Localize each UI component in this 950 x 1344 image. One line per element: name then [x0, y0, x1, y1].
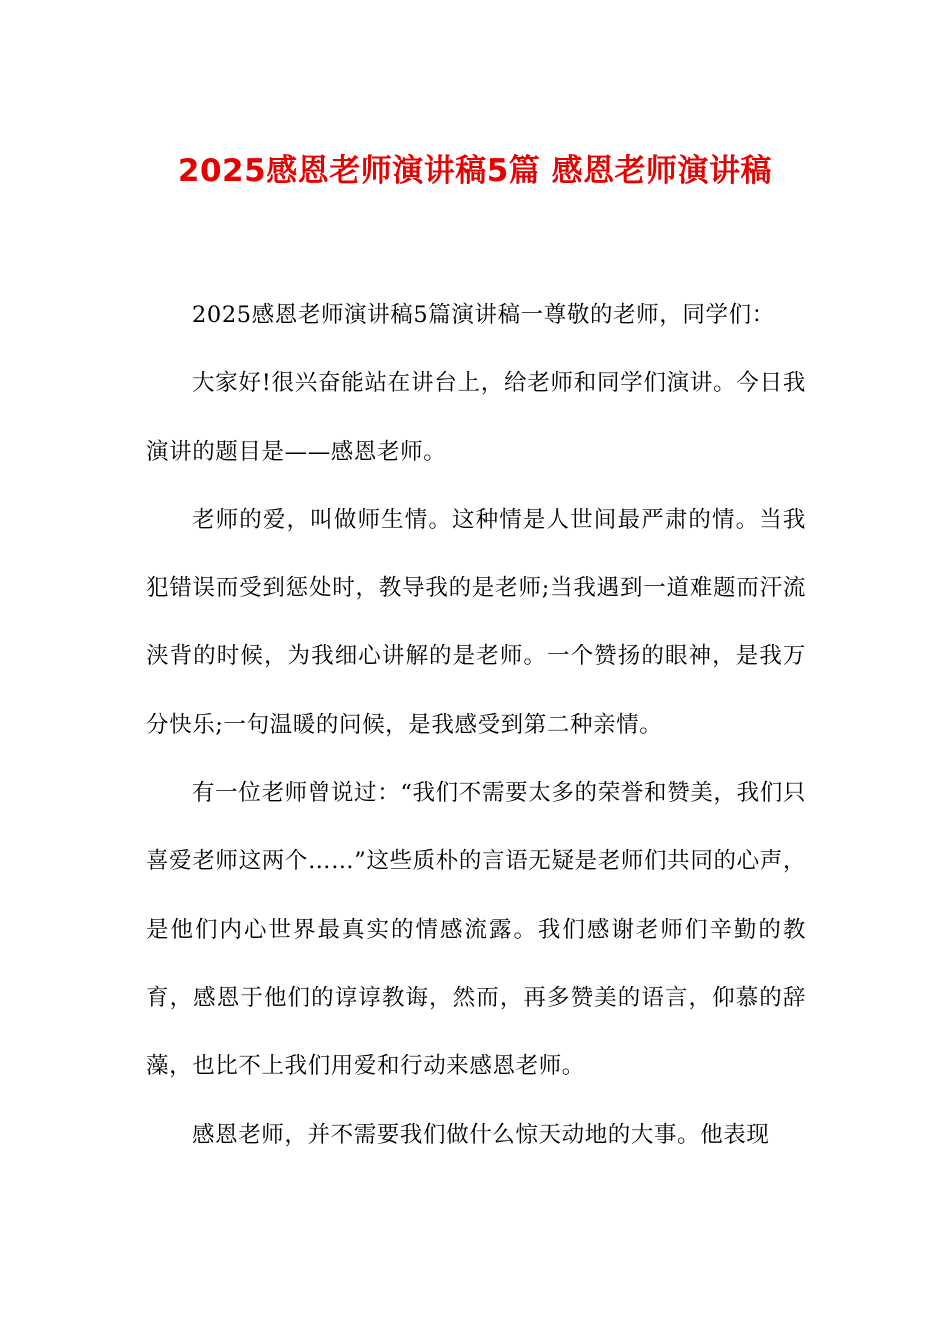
paragraph: 感恩老师，并不需要我们做什么惊天动地的大事。他表现 [192, 1121, 770, 1148]
paragraph: 2025感恩老师演讲稿5篇演讲稿一尊敬的老师，同学们： [192, 302, 775, 328]
paragraph: 大家好!很兴奋能站在讲台上，给老师和同学们演讲。今日我演讲的题目是——感恩老师。 [146, 370, 806, 465]
paragraph: 有一位老师曾说过：“我们不需要太多的荣誉和赞美，我们只喜爱老师这两个……”这些质朴的言语无疑是老师们共同的心声，是他们内心世界最真实的情感流露。我们感谢老师们辛勤的教育，感恩于他们的谆谆教诲，然而，再多赞美的语言，仰慕的辞藻，也比不上我们用爱和行动来感恩老师。 [146, 780, 806, 1080]
document-body [146, 281, 806, 1169]
document-title: 2025感恩老师演讲稿5篇 感恩老师演讲稿 [177, 153, 773, 189]
paragraph: 老师的爱，叫做师生情。这种情是人世间最严肃的情。当我犯错误而受到惩处时，教导我的是老师;当我遇到一道难题而汗流浃背的时候，为我细心讲解的是老师。一个赞扬的眼神，是我万分快乐;一句温暖的问候，是我感受到第二种亲情。 [146, 506, 806, 738]
